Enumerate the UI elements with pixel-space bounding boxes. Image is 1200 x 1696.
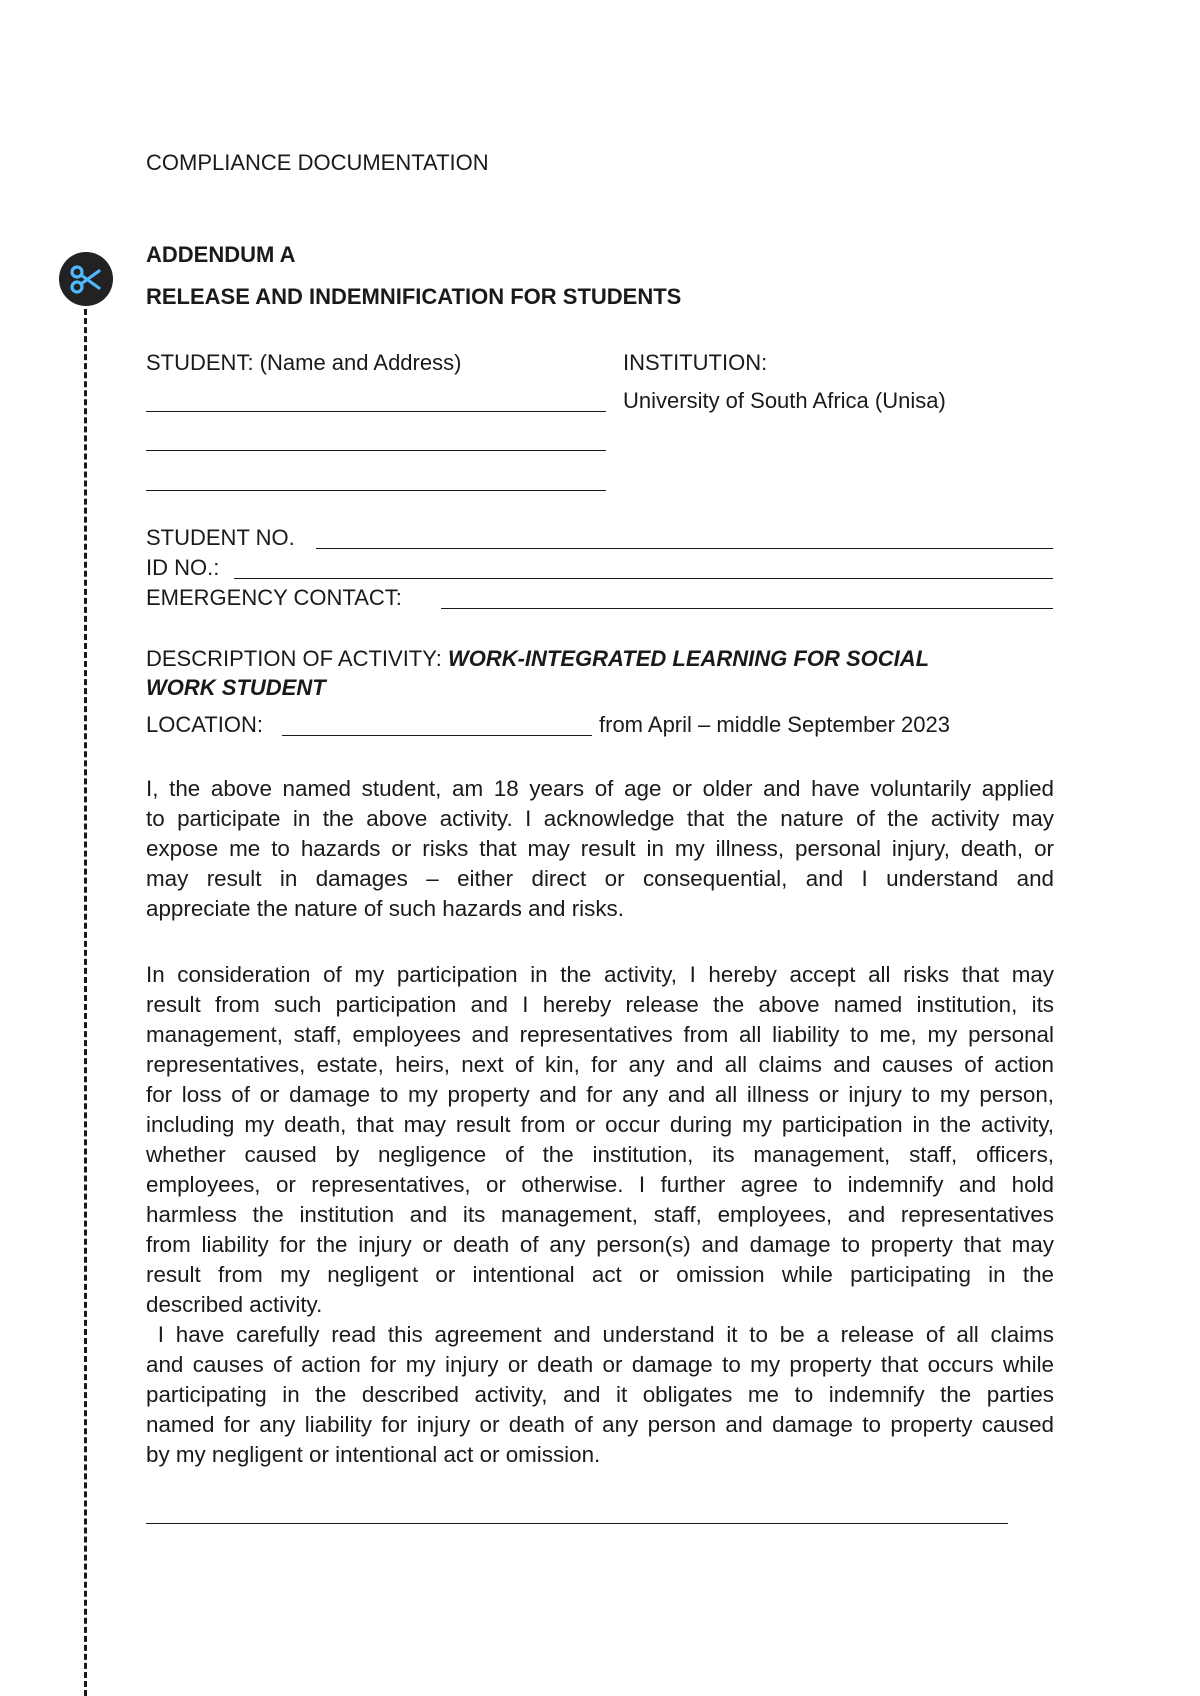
- location-label: LOCATION:: [146, 712, 263, 737]
- paragraph-2-line: In consideration of my participation in the activity, I hereby accept all risks that may: [146, 962, 1054, 987]
- student-address-line-2[interactable]: [146, 490, 606, 491]
- paragraph-1-line: may result in damages – either direct or consequential, and I understand and: [146, 866, 1054, 891]
- paragraph-3-line: I have carefully read this agreement and understand it to be a release of all claims: [146, 1322, 1054, 1347]
- activity-label: DESCRIPTION OF ACTIVITY:: [146, 646, 442, 671]
- student-no-row: [146, 523, 295, 553]
- paragraph-2-line: representatives, estate, heirs, next of kin, for any and all claims and causes of action: [146, 1052, 1054, 1077]
- activity-value-line2: WORK STUDENT: [146, 675, 326, 700]
- student-no-label: STUDENT NO.: [146, 525, 295, 550]
- paragraph-2-line: described activity.: [146, 1292, 323, 1317]
- paragraph-1-line: I, the above named student, am 18 years of age or older and have voluntarily applied: [146, 776, 1054, 801]
- paragraph-2-line: harmless the institution and its management, staff, employees, and representatives: [146, 1202, 1054, 1227]
- paragraph-1-line: expose me to hazards or risks that may result in my illness, personal injury, death, or: [146, 836, 1054, 861]
- paragraph-2-line: management, staff, employees and representatives from all liability to me, my personal: [146, 1022, 1054, 1047]
- emergency-contact-field[interactable]: [441, 608, 1053, 609]
- signature-line[interactable]: [146, 1523, 1008, 1524]
- paragraph-3-line: participating in the described activity, and it obligates me to indemnify the parties: [146, 1382, 1054, 1407]
- activity-value-line1: WORK-INTEGRATED LEARNING FOR SOCIAL: [447, 646, 930, 671]
- institution-value: University of South Africa (Unisa): [623, 388, 946, 413]
- student-label: STUDENT: (Name and Address): [146, 350, 462, 375]
- paragraph-2: [146, 960, 1054, 1320]
- paragraph-3: [146, 1320, 1054, 1470]
- paragraph-2-line: for loss of or damage to my property and for any and all illness or injury to my person,: [146, 1082, 1054, 1107]
- location-period: from April – middle September 2023: [599, 712, 950, 737]
- paragraph-2-line: result from my negligent or intentional act or omission while participating in the: [146, 1262, 1054, 1287]
- paragraph-2-line: result from such participation and I hereby release the above named institution, its: [146, 992, 1054, 1017]
- id-no-row: [146, 553, 219, 583]
- scissors-icon: [59, 252, 113, 306]
- paragraph-3-line: named for any liability for injury or death of any person and damage to property caused: [146, 1412, 1054, 1437]
- institution-label: INSTITUTION:: [623, 350, 768, 375]
- id-no-label: ID NO.:: [146, 555, 220, 580]
- paragraph-2-line: whether caused by negligence of the institution, its management, staff, officers,: [146, 1142, 1054, 1167]
- cut-line: [84, 300, 87, 1696]
- paragraph-1-line: to participate in the above activity. I acknowledge that the nature of the activity may: [146, 806, 1054, 831]
- paragraph-1-line: appreciate the nature of such hazards and risks.: [146, 896, 624, 921]
- location-field[interactable]: [282, 735, 592, 736]
- paragraph-2-line: including my death, that may result from or occur during my participation in the activity,: [146, 1112, 1054, 1137]
- student-name-line[interactable]: [146, 411, 606, 412]
- addendum-label: ADDENDUM A: [146, 242, 296, 267]
- paragraph-3-line: and causes of action for my injury or death or damage to my property that occurs while: [146, 1352, 1054, 1377]
- paragraph-2-line: employees, or representatives, or otherwise. I further agree to indemnify and hold: [146, 1172, 1054, 1197]
- emergency-contact-row: [146, 583, 402, 613]
- student-no-field[interactable]: [316, 548, 1053, 549]
- id-no-field[interactable]: [234, 578, 1053, 579]
- addendum-heading: RELEASE AND INDEMNIFICATION FOR STUDENTS: [146, 284, 682, 309]
- document-title: COMPLIANCE DOCUMENTATION: [146, 150, 489, 175]
- activity-row: [146, 644, 929, 674]
- paragraph-1: [146, 774, 1054, 924]
- emergency-contact-label: EMERGENCY CONTACT:: [146, 585, 402, 610]
- student-address-line-1[interactable]: [146, 450, 606, 451]
- paragraph-3-line: by my negligent or intentional act or omission.: [146, 1442, 601, 1467]
- paragraph-2-line: from liability for the injury or death of any person(s) and damage to property that may: [146, 1232, 1054, 1257]
